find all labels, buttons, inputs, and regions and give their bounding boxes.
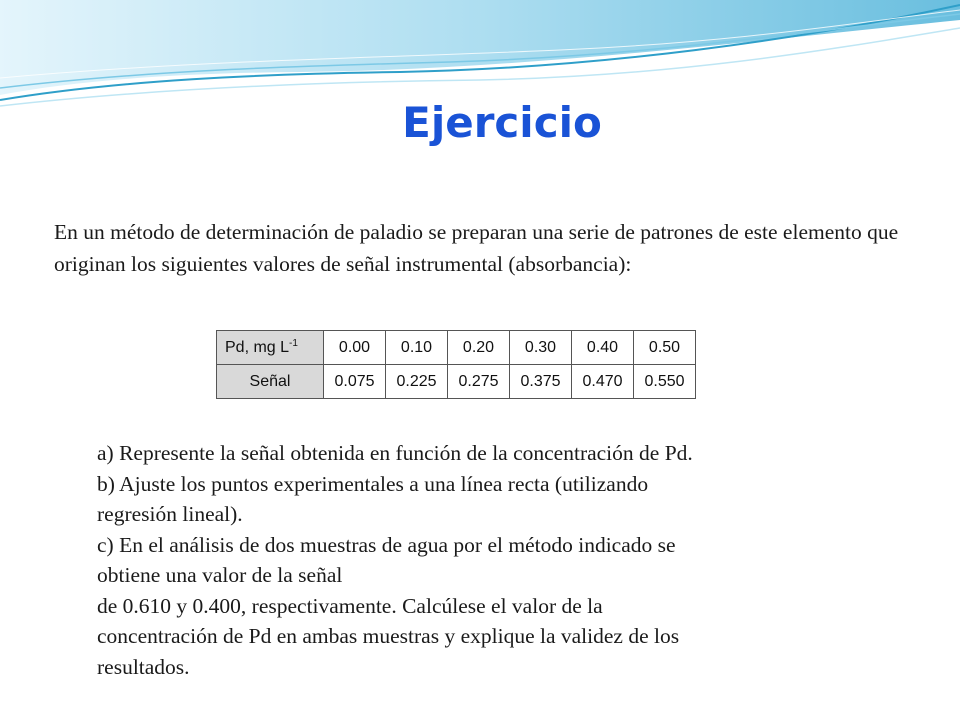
question-a: a) Represente la señal obtenida en función de la concentración de Pd.: [97, 441, 693, 465]
question-b-line: b) Ajuste los puntos experimentales a una línea recta (utilizando: [97, 471, 649, 496]
signal-cell: 0.275: [448, 365, 510, 399]
signal-cell: 0.470: [572, 365, 634, 399]
signal-cell: 0.225: [386, 365, 448, 399]
signal-cell: 0.375: [510, 365, 572, 399]
concentration-cell: 0.30: [510, 331, 572, 365]
signal-header: Señal: [217, 365, 324, 399]
question-list: [97, 438, 857, 682]
question-c-line: c) En el análisis de dos muestras de agua por el método indicado se: [97, 532, 676, 557]
concentration-cell: 0.00: [324, 331, 386, 365]
concentration-cell: 0.10: [386, 331, 448, 365]
data-table-container: [206, 322, 708, 418]
calibration-table: [216, 330, 696, 399]
concentration-cell: 0.50: [634, 331, 696, 365]
signal-cell: 0.550: [634, 365, 696, 399]
table-row-signal: [217, 365, 696, 399]
intro-paragraph: En un método de determinación de paladio se preparan una serie de patrones de este elemento que originan los siguientes valores de señal instrumental (absorbancia):: [54, 220, 899, 276]
concentration-header-label: Pd, mg L: [225, 338, 290, 356]
concentration-cell: 0.20: [448, 331, 510, 365]
concentration-header-exponent: -1: [289, 337, 298, 349]
signal-cell: 0.075: [324, 365, 386, 399]
table-row-concentration: [217, 331, 696, 365]
concentration-cell: 0.40: [572, 331, 634, 365]
question-b-line: regresión lineal).: [97, 502, 243, 526]
question-c-line: concentración de Pd en ambas muestras y explique la validez de los: [97, 624, 680, 648]
header-wave-decoration: [0, 0, 960, 110]
question-c-line: obtiene una valor de la señal: [97, 563, 343, 587]
question-c-line: resultados.: [97, 654, 190, 679]
slide-title: Ejercicio: [402, 98, 602, 147]
concentration-header: [217, 331, 324, 365]
question-c-line: de 0.610 y 0.400, respectivamente. Calcúlese el valor de la: [97, 593, 603, 618]
